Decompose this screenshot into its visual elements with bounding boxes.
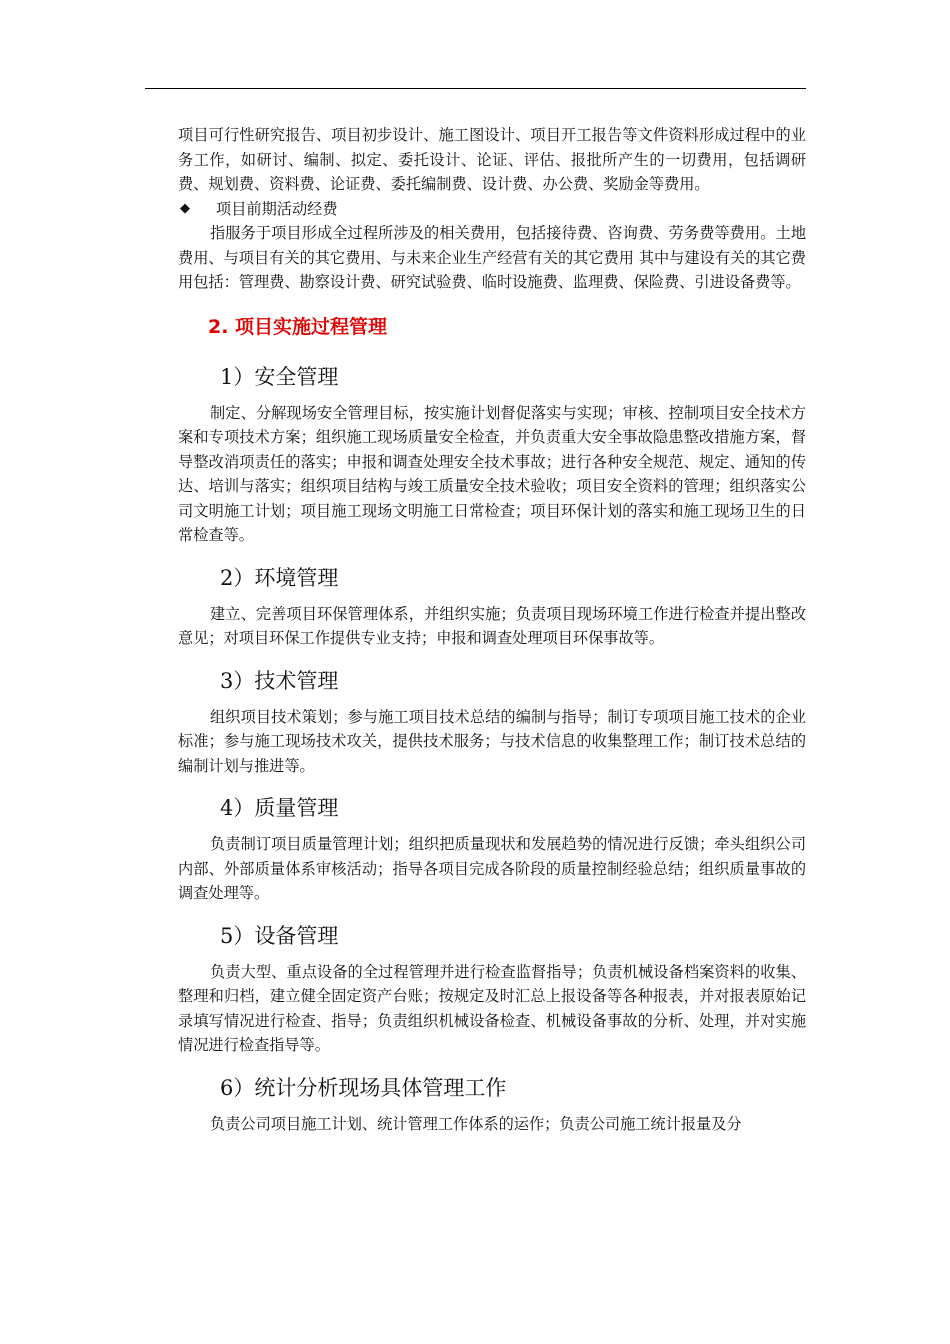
- subsection-title: 4）质量管理: [220, 796, 339, 820]
- subsection-title: 3）技术管理: [220, 668, 339, 693]
- subsection-body: 制定、分解现场安全管理目标，按实施计划督促落实与实现；审核、控制项目安全技术方案和专项技术方案；组织施工现场质量安全检查，并负责重大安全事故隐患整改措施方案，督导整改消项责任的落实；申报和调查处理安全技术事故；进行各种安全规范、规定、通知的传达、培训与落实；组织项目结构与竣工质量安全技术验收；项目安全资料的管理；组织落实公司文明施工计划；项目施工现场文明施工日常检查；项目环保计划的落实和施工现场卫生的日常检查等。: [178, 403, 806, 544]
- subsection-title: 6）统计分析现场具体管理工作: [220, 1075, 507, 1100]
- document-body: [178, 123, 806, 1142]
- subsection-safety: [178, 353, 806, 548]
- subsection-environment: [178, 554, 806, 651]
- subsection-body: 负责公司项目施工计划、统计管理工作体系的运作；负责公司施工统计报量及分: [210, 1114, 742, 1133]
- intro-paragraph: 项目可行性研究报告、项目初步设计、施工图设计、项目开工报告等文件资料形成过程中的业务工作，如研讨、编制、拟定、委托设计、论证、评估、报批所产生的一切费用，包括调研费、规划费、资料费、论证费、委托编制费、设计费、办公费、奖励金等费用。: [178, 126, 806, 193]
- bullet-paragraph: 指服务于项目形成全过程所涉及的相关费用，包括接待费、咨询费、劳务费等费用。土地费用、与项目有关的其它费用、与未来企业生产经营有关的其它费用 其中与建设有关的其它费用包括：管理费、勘察设计费、研究试验费、临时设施费、监理费、保险费、引进设备费等。: [178, 224, 806, 291]
- subsection-title: 2）环境管理: [220, 565, 339, 590]
- subsection-body: 建立、完善项目环保管理体系，并组织实施；负责项目现场环境工作进行检查并提出整改意见；对项目环保工作提供专业支持；申报和调查处理项目环保事故等。: [178, 604, 806, 647]
- subsection-body: 负责制订项目质量管理计划；组织把质量现状和发展趋势的情况进行反馈；牵头组织公司内部、外部质量体系审核活动；指导各项目完成各阶段的质量控制经验总结；组织质量事故的调查处理等。: [178, 835, 806, 902]
- subsection-title: 1）安全管理: [220, 364, 339, 389]
- subsection-title: 5）设备管理: [220, 923, 339, 948]
- subsection-body: 负责大型、重点设备的全过程管理并进行检查监督指导；负责机械设备档案资料的收集、整理和归档，建立健全固定资产台账；按规定及时汇总上报设备等各种报表，并对报表原始记录填写情况进行检查、指导；负责组织机械设备检查、机械设备事故的分析、处理，并对实施情况进行检查指导等。: [178, 962, 806, 1054]
- section-heading: 2. 项目实施过程管理: [208, 315, 388, 338]
- subsection-quality: [178, 784, 806, 906]
- subsection-equipment: [178, 912, 806, 1058]
- subsection-technology: [178, 657, 806, 779]
- diamond-bullet-icon: ◆: [180, 200, 190, 216]
- subsection-body: 组织项目技术策划；参与施工项目技术总结的编制与指导；制订专项项目施工技术的企业标准；参与施工现场技术攻关，提供技术服务；与技术信息的收集整理工作；制订技术总结的编制计划与推进等。: [178, 707, 806, 775]
- bullet-label: 项目前期活动经费: [216, 199, 338, 218]
- subsection-statistics: [178, 1064, 806, 1137]
- header-rule: [145, 88, 806, 89]
- bullet-item: [178, 197, 806, 222]
